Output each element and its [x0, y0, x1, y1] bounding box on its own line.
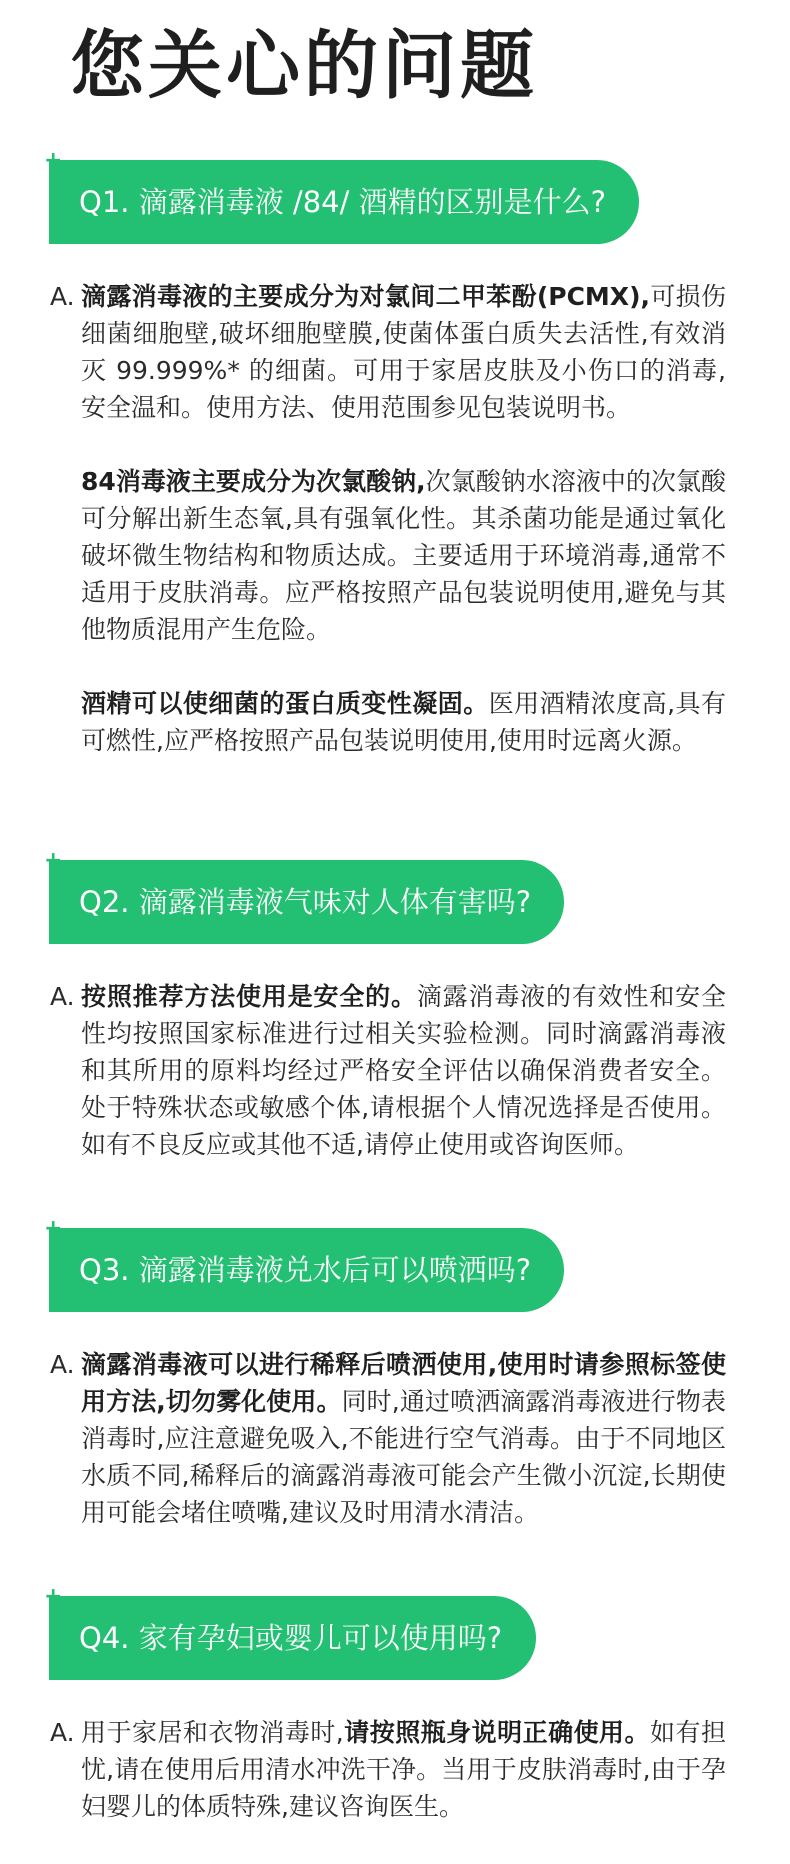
answer-block: [0, 1714, 726, 1825]
question-banner: Q2. 滴露消毒液气味对人体有害吗?: [49, 860, 564, 944]
answer-marker: A.: [50, 1718, 75, 1747]
answer-marker: A.: [50, 1350, 75, 1379]
faq-item-2: [0, 848, 790, 1163]
question-banner: Q4. 家有孕妇或婴儿可以使用吗?: [49, 1596, 536, 1680]
answer-block: [0, 978, 726, 1163]
answer-paragraph: 84消毒液主要成分为次氯酸钠,次氯酸钠水溶液中的次氯酸可分解出新生态氧,具有强氧化性。其杀菌功能是通过氧化破坏微生物结构和物质达成。主要适用于环境消毒,通常不适用于皮肤消毒。应严格按照产品包装说明使用,避免与其他物质混用产生危险。: [81, 467, 726, 644]
answer-marker: A.: [50, 982, 75, 1011]
answer-marker: A.: [50, 282, 75, 311]
faq-item-3: [0, 1216, 790, 1531]
answer-paragraph: 用于家居和衣物消毒时,请按照瓶身说明正确使用。如有担忧,请在使用后用清水冲洗干净。当用于皮肤消毒时,由于孕妇婴儿的体质特殊,建议咨询医生。: [81, 1718, 726, 1821]
plus-icon: +: [44, 1216, 63, 1241]
answer-paragraph: 按照推荐方法使用是安全的。滴露消毒液的有效性和安全性均按照国家标准进行过相关实验检测。同时滴露消毒液和其所用的原料均经过严格安全评估以确保消费者安全。处于特殊状态或敏感个体,请根据个人情况选择是否使用。如有不良反应或其他不适,请停止使用或咨询医师。: [81, 982, 726, 1159]
answer-paragraph: 滴露消毒液的主要成分为对氯间二甲苯酚(PCMX),可损伤细菌细胞壁,破坏细胞壁膜,使菌体蛋白质失去活性,有效消灭 99.999%* 的细菌。可用于家居皮肤及小伤口的消毒,安全温和。使用方法、使用范围参见包装说明书。: [81, 282, 726, 422]
answer-block: [0, 1346, 726, 1531]
question-banner: Q1. 滴露消毒液 /84/ 酒精的区别是什么?: [49, 160, 639, 244]
question-banner: Q3. 滴露消毒液兑水后可以喷洒吗?: [49, 1228, 564, 1312]
page-title: 您关心的问题: [70, 23, 538, 109]
faq-item-4: [0, 1584, 790, 1825]
faq-item-1: [0, 148, 790, 759]
answer-paragraph: 滴露消毒液可以进行稀释后喷洒使用,使用时请参照标签使用方法,切勿雾化使用。同时,通过喷洒滴露消毒液进行物表消毒时,应注意避免吸入,不能进行空气消毒。由于不同地区水质不同,稀释后的滴露消毒液可能会产生微小沉淀,长期使用可能会堵住喷嘴,建议及时用清水清洁。: [81, 1350, 726, 1527]
plus-icon: +: [44, 148, 63, 173]
plus-icon: +: [44, 848, 63, 873]
plus-icon: +: [44, 1584, 63, 1609]
answer-block: [0, 278, 726, 759]
answer-paragraph: 酒精可以使细菌的蛋白质变性凝固。医用酒精浓度高,具有可燃性,应严格按照产品包装说明使用,使用时远离火源。: [81, 689, 726, 755]
